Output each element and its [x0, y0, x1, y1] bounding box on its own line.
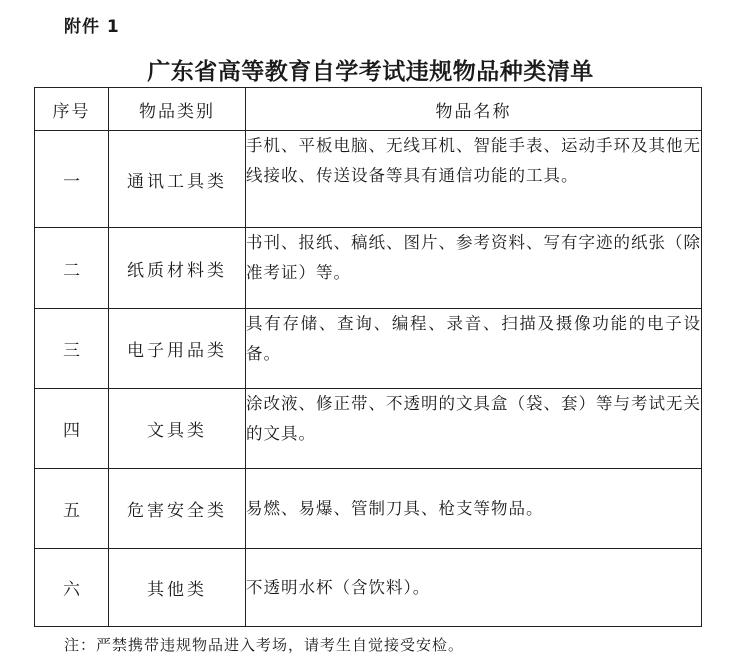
- prohibited-items-table: [34, 87, 702, 627]
- row-category: 其他类: [109, 549, 246, 627]
- row-items: 手机、平板电脑、无线耳机、智能手表、运动手环及其他无线接收、传送设备等具有通信功能的工具。: [246, 131, 702, 228]
- column-header-category: 物品类别: [109, 88, 246, 131]
- table-row: [35, 131, 702, 228]
- attachment-label: 附件 1: [64, 17, 120, 37]
- row-number: 三: [35, 309, 109, 389]
- column-header-items: 物品名称: [246, 88, 702, 131]
- row-category: 危害安全类: [109, 469, 246, 549]
- row-number: 一: [35, 131, 109, 228]
- row-items: 涂改液、修正带、不透明的文具盒（袋、套）等与考试无关的文具。: [246, 389, 702, 469]
- table-row: [35, 228, 702, 309]
- row-items: 不透明水杯（含饮料）。: [246, 549, 702, 627]
- table-row: [35, 469, 702, 549]
- table-row: [35, 309, 702, 389]
- table-row: [35, 389, 702, 469]
- row-items: 书刊、报纸、稿纸、图片、参考资料、写有字迹的纸张（除准考证）等。: [246, 228, 702, 309]
- column-header-number: 序号: [35, 88, 109, 131]
- row-category: 文具类: [109, 389, 246, 469]
- table-row: [35, 549, 702, 627]
- footnote: 注：严禁携带违规物品进入考场，请考生自觉接受安检。: [64, 636, 465, 654]
- table-header-row: [35, 88, 702, 131]
- document-title: 广东省高等教育自学考试违规物品种类清单: [147, 58, 594, 85]
- row-items: 具有存储、查询、编程、录音、扫描及摄像功能的电子设备。: [246, 309, 702, 389]
- row-number: 二: [35, 228, 109, 309]
- row-category: 电子用品类: [109, 309, 246, 389]
- row-number: 五: [35, 469, 109, 549]
- row-number: 四: [35, 389, 109, 469]
- row-items: 易燃、易爆、管制刀具、枪支等物品。: [246, 469, 702, 549]
- row-category: 通讯工具类: [109, 131, 246, 228]
- row-number: 六: [35, 549, 109, 627]
- row-category: 纸质材料类: [109, 228, 246, 309]
